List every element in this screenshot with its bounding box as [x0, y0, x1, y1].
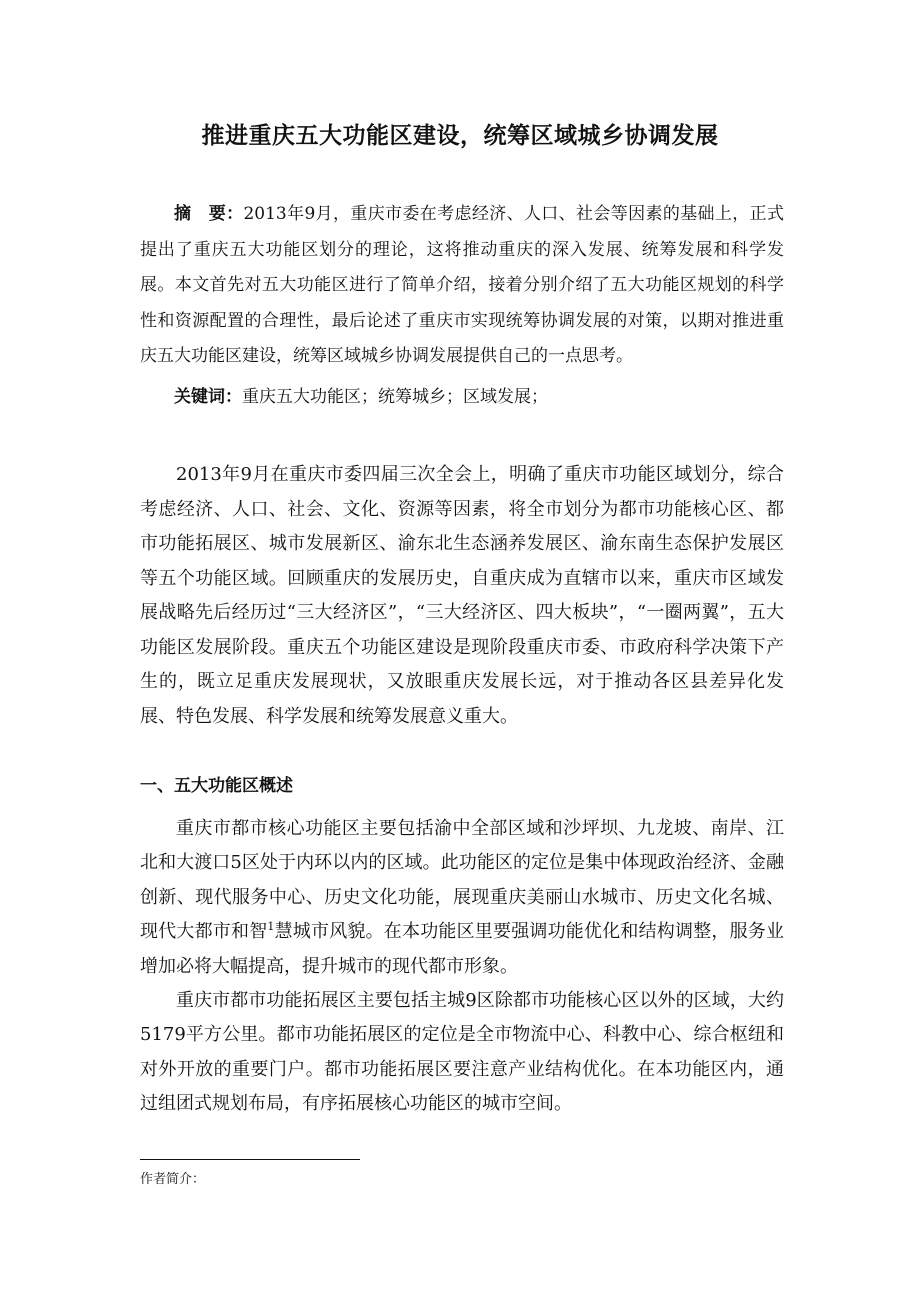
- footnote-text: 作者简介：: [140, 1172, 206, 1187]
- intro-section: [140, 458, 784, 734]
- keywords-text: 重庆五大功能区；统筹城乡；区域发展；: [242, 387, 548, 407]
- keywords: [140, 380, 784, 415]
- keywords-label: 关键词：: [174, 387, 242, 407]
- paragraph-1-text-b: 慧城市风貌。在本功能区里要强调功能优化和结构调整，服务业增加必将大幅提高，提升城市的现代都市形象。: [140, 921, 785, 977]
- document-title: 推进重庆五大功能区建设，统筹区域城乡协调发展: [201, 123, 719, 149]
- abstract-text: 2013年9月，重庆市委在考虑经济、人口、社会等因素的基础上，正式提出了重庆五大功能区划分的理论，这将推动重庆的深入发展、统筹发展和科学发展。本文首先对五大功能区进行了简单介绍，接着分别介绍了五大功能区规划的科学性和资源配置的合理性，最后论述了重庆市实现统筹协调发展的对策，以期对推进重庆五大功能区建设，统筹区域城乡协调发展提供自己的一点思考。: [140, 204, 784, 366]
- section-paragraph-1: [140, 812, 784, 984]
- abstract-label: 摘 要：: [174, 204, 244, 224]
- paragraph-1-text-a: 重庆市都市核心功能区主要包括渝中全部区域和沙坪坝、九龙坡、南岸、江北和大渡口5区处于内环以内的区域。此功能区的定位是集中体现政治经济、金融创新、现代服务中心、历史文化功能，展现重庆美丽山水城市、历史文化名城、现代大都市和智: [140, 818, 784, 943]
- section-body: [140, 812, 784, 1122]
- intro-paragraph: 2013年9月在重庆市委四届三次全会上，明确了重庆市功能区域划分，综合考虑经济、人口、社会、文化、资源等因素，将全市划分为都市功能核心区、都市功能拓展区、城市发展新区、渝东北生态涵养发展区、渝东南生态保护发展区等五个功能区域。回顾重庆的发展历史，自重庆成为直辖市以来，重庆市区域发展战略先后经历过“三大经济区”，“三大经济区、四大板块”，“一圈两翼”，五大功能区发展阶段。重庆五个功能区建设是现阶段重庆市委、市政府科学决策下产生的，既立足重庆发展现状，又放眼重庆发展长远，对于推动各区县差异化发展、特色发展、科学发展和统筹发展意义重大。: [140, 464, 784, 727]
- section-paragraph-2: 重庆市都市功能拓展区主要包括主城9区除都市功能核心区以外的区域，大约5179平方公里。都市功能拓展区的定位是全市物流中心、科教中心、综合枢纽和对外开放的重要门户。都市功能拓展区要注意产业结构优化。在本功能区内，通过组团式规划布局，有序拓展核心功能区的城市空间。: [140, 990, 784, 1115]
- footnote-reference[interactable]: 1: [267, 920, 275, 934]
- abstract: [140, 197, 784, 375]
- section-heading: 一、五大功能区概述: [140, 776, 293, 796]
- footnote-divider: [140, 1159, 360, 1160]
